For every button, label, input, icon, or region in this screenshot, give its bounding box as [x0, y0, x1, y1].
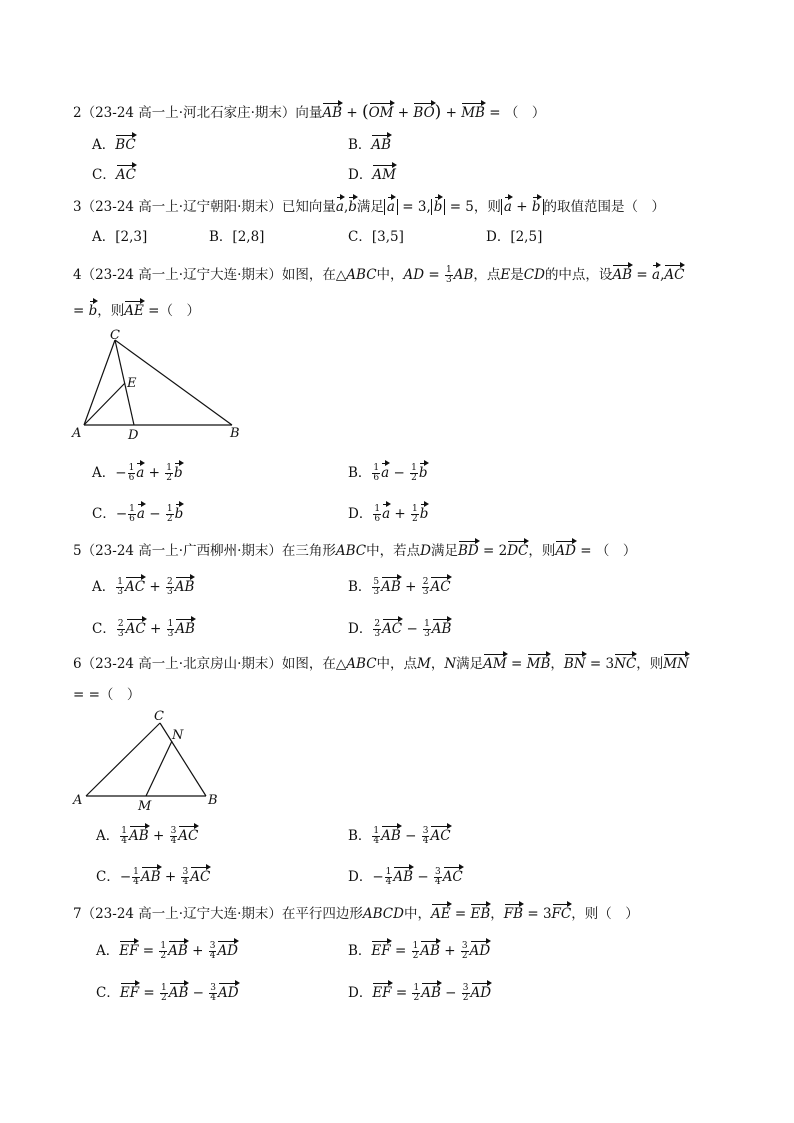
q4-stem-cont: = b，则AE =（ ） — [73, 299, 200, 320]
q5-option-d[interactable]: D． $\frac{2}{3}$ AC − $\frac{1}{3}$ AB — [348, 619, 452, 639]
q2-source: （23-24 高一上·河北石家庄·期末） — [81, 105, 296, 121]
q7-option-a[interactable]: A．EF = $\frac{1}{2}$ AB + $\frac{3}{4}$ AD — [96, 941, 239, 961]
q4-label-e: E — [127, 376, 137, 391]
q4-option-d[interactable]: D． $\frac{1}{6}$ a + $\frac{1}{2}$ b — [348, 504, 429, 524]
q6-label-a: A — [73, 793, 83, 808]
q5-option-b[interactable]: B． $\frac{5}{3}$ AB + $\frac{2}{3}$ AC — [348, 577, 451, 597]
q4-label-a: A — [72, 426, 82, 441]
q2-stem: 2（23-24 高一上·河北石家庄·期末）向量AB + (OM + BO) + MB = （ ） — [73, 102, 546, 122]
q5-stem: 5（23-24 高一上·广西柳州·期末）在三角形ABC中，若点D满足BD = 2DC，则AD = （ ） — [73, 539, 636, 560]
q5-option-a[interactable]: A． $\frac{1}{3}$ AC + $\frac{2}{3}$ AB — [92, 577, 195, 597]
q7-stem: 7（23-24 高一上·辽宁大连·期末）在平行四边形ABCD中，AE = EB，FB = 3FC，则（ ） — [73, 902, 639, 923]
q6-label-b: B — [208, 793, 218, 808]
q4-option-a[interactable]: A．− $\frac{1}{6}$ a + $\frac{1}{2}$ b — [92, 463, 183, 483]
q6-option-c[interactable]: C．− $\frac{1}{4}$ AB + $\frac{3}{4}$ AC — [96, 867, 211, 887]
q6-stem: 6（23-24 高一上·北京房山·期末）如图，在△ABC中，点M，N满足AM = MB，BN = 3NC，则MN — [73, 652, 689, 673]
q7-option-c[interactable]: C．EF = $\frac{1}{2}$ AB − $\frac{3}{4}$ AD — [96, 983, 239, 1003]
q3-option-c[interactable]: C．[3,5] — [348, 229, 404, 245]
q5-option-c[interactable]: C． $\frac{2}{3}$ AC + $\frac{1}{3}$ AB — [92, 619, 195, 639]
q3-option-d[interactable]: D．[2,5] — [486, 229, 543, 245]
q6-label-c: C — [154, 709, 164, 724]
q6-label-m: M — [138, 799, 152, 814]
q4-option-b[interactable]: B． $\frac{1}{6}$ a − $\frac{1}{2}$ b — [348, 463, 428, 483]
q2-stem-prefix: 向量 — [295, 105, 323, 121]
q6-label-n: N — [172, 728, 184, 743]
q4-label-b: B — [230, 426, 240, 441]
q4-stem: 4（23-24 高一上·辽宁大连·期末）如图，在△ABC中，AD = $\frac{1}{3}$ AB，点E是CD的中点，设AB = a,AC — [73, 265, 685, 285]
q4-figure — [70, 322, 250, 444]
q4-label-c: C — [110, 328, 120, 343]
q7-option-b[interactable]: B．EF = $\frac{1}{2}$ AB + $\frac{3}{2}$ AD — [348, 941, 491, 961]
q6-option-d[interactable]: D．− $\frac{1}{4}$ AB − $\frac{3}{4}$ AC — [348, 867, 463, 887]
q7-option-d[interactable]: D．EF = $\frac{1}{2}$ AB − $\frac{3}{2}$ AD — [348, 983, 492, 1003]
q4-label-d: D — [128, 428, 139, 443]
q2-option-b[interactable]: B．AB — [348, 133, 391, 154]
q2-stem-suffix: = （ ） — [484, 105, 546, 121]
q4-option-c[interactable]: C．− $\frac{1}{6}$ a − $\frac{1}{2}$ b — [92, 504, 184, 524]
q2-option-a[interactable]: A．BC — [92, 133, 136, 154]
q3-stem: 3（23-24 高一上·辽宁朝阳·期末）已知向量a,b满足 a = 3, b = 5，则 a + b 的取值范围是（ ） — [73, 195, 665, 216]
q2-option-c[interactable]: C．AC — [92, 163, 136, 184]
q3-option-a[interactable]: A．[2,3] — [92, 229, 148, 245]
q2-number: 2 — [73, 105, 82, 121]
q6-option-a[interactable]: A． $\frac{1}{4}$ AB + $\frac{3}{4}$ AC — [96, 826, 199, 846]
q2-option-d[interactable]: D．AM — [348, 163, 396, 184]
q3-option-b[interactable]: B．[2,8] — [209, 229, 265, 245]
q6-figure — [70, 706, 230, 816]
q6-option-b[interactable]: B． $\frac{1}{4}$ AB − $\frac{3}{4}$ AC — [348, 826, 451, 846]
q6-stem-cont: = =（ ） — [73, 687, 141, 703]
